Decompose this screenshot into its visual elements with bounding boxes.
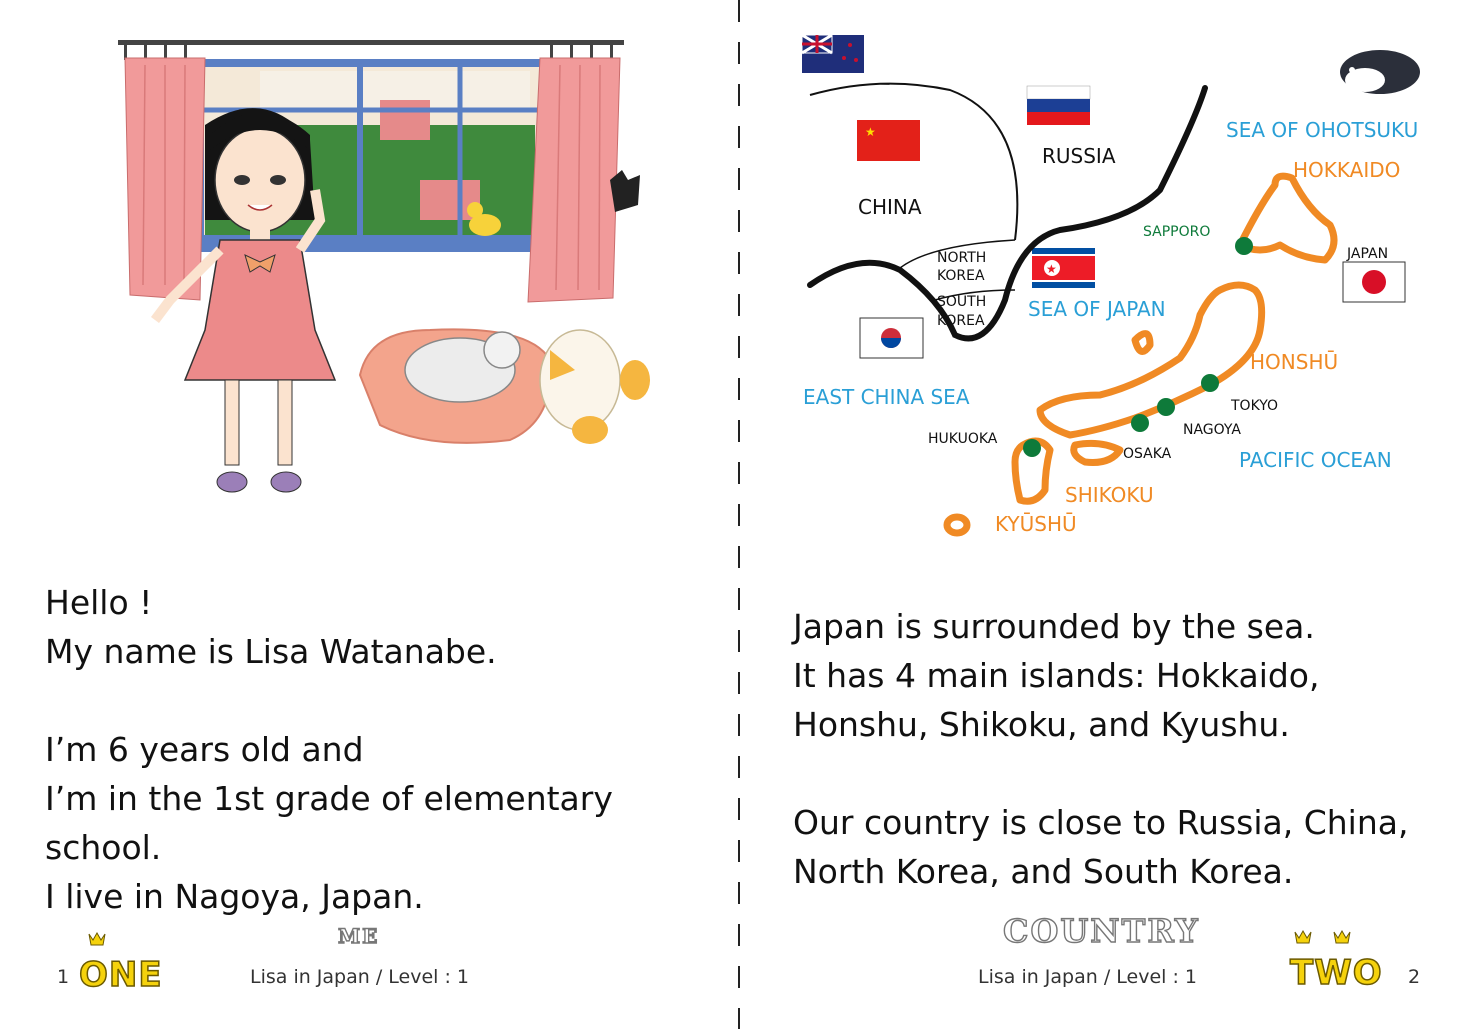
text-line: Hello ! xyxy=(45,583,153,622)
label-china: CHINA xyxy=(858,195,922,219)
text-line: Honshu, Shikoku, and Kyushu. xyxy=(793,705,1290,744)
footer-title: Lisa in Japan / Level : 1 xyxy=(978,966,1198,988)
right-page-text xyxy=(793,602,1408,896)
label-osaka: OSAKA xyxy=(1123,446,1172,462)
girl-room-illustration xyxy=(110,30,670,510)
text-line: It has 4 main islands: Hokkaido, xyxy=(793,656,1320,695)
japan-flag-icon xyxy=(1343,262,1405,302)
label-sapporo: SAPPORO xyxy=(1143,224,1211,240)
text-line: I’m 6 years old and xyxy=(45,730,364,769)
label-pacific-ocean: PACIFIC OCEAN xyxy=(1239,448,1392,472)
label-honshu: HONSHŪ xyxy=(1250,350,1339,374)
footer-title: Lisa in Japan / Level : 1 xyxy=(250,966,470,988)
right-page xyxy=(740,0,1477,1029)
label-north-korea: NORTH xyxy=(937,250,987,266)
label-south-korea: SOUTH xyxy=(937,294,987,310)
left-page-text xyxy=(45,578,613,921)
svg-text:★: ★ xyxy=(1046,262,1057,276)
section-title: COUNTRY xyxy=(1003,912,1200,950)
label-hukuoka: HUKUOKA xyxy=(928,431,998,447)
crown-icon xyxy=(1332,930,1352,944)
section-title: ME xyxy=(338,924,380,948)
text-line: I live in Nagoya, Japan. xyxy=(45,877,424,916)
page-number-word: ONE xyxy=(79,955,163,995)
text-line: Japan is surrounded by the sea. xyxy=(793,607,1315,646)
page-number: 1 xyxy=(57,966,70,988)
page-number-word: TWO xyxy=(1290,953,1383,993)
label-north-korea: KOREA xyxy=(937,268,985,284)
japan-map xyxy=(740,0,1477,560)
left-page xyxy=(0,0,738,1029)
south-korea-flag-icon xyxy=(860,318,923,358)
crown-icon xyxy=(87,932,107,946)
label-sea-of-japan: SEA OF JAPAN xyxy=(1028,297,1166,321)
label-japan: JAPAN xyxy=(1347,246,1389,262)
text-line: Our country is close to Russia, China, xyxy=(793,803,1409,842)
page-number: 2 xyxy=(1408,966,1421,988)
label-russia: RUSSIA xyxy=(1042,144,1116,168)
label-tokyo: TOKYO xyxy=(1231,398,1279,414)
russia-flag-icon xyxy=(1027,86,1090,125)
penguin-icon xyxy=(1340,50,1420,94)
text-line: My name is Lisa Watanabe. xyxy=(45,632,497,671)
label-hokkaido: HOKKAIDO xyxy=(1293,158,1401,182)
text-line: I’m in the 1st grade of elementary xyxy=(45,779,613,818)
svg-text:★: ★ xyxy=(865,125,876,139)
label-kyushu: KYŪSHŪ xyxy=(995,512,1077,536)
label-nagoya: NAGOYA xyxy=(1183,422,1241,438)
label-east-china-sea: EAST CHINA SEA xyxy=(803,385,970,409)
china-flag-icon xyxy=(857,120,920,161)
text-line: North Korea, and South Korea. xyxy=(793,852,1294,891)
text-line: school. xyxy=(45,828,162,867)
label-shikoku: SHIKOKU xyxy=(1065,483,1154,507)
label-south-korea: KOREA xyxy=(937,313,985,329)
crown-icon xyxy=(1293,930,1313,944)
new-zealand-flag-icon xyxy=(802,35,864,73)
north-korea-flag-icon xyxy=(1032,248,1095,288)
text-line xyxy=(793,749,1408,798)
text-line xyxy=(45,676,613,725)
label-sea-of-ohotsuku: SEA OF OHOTSUKU xyxy=(1226,118,1419,142)
